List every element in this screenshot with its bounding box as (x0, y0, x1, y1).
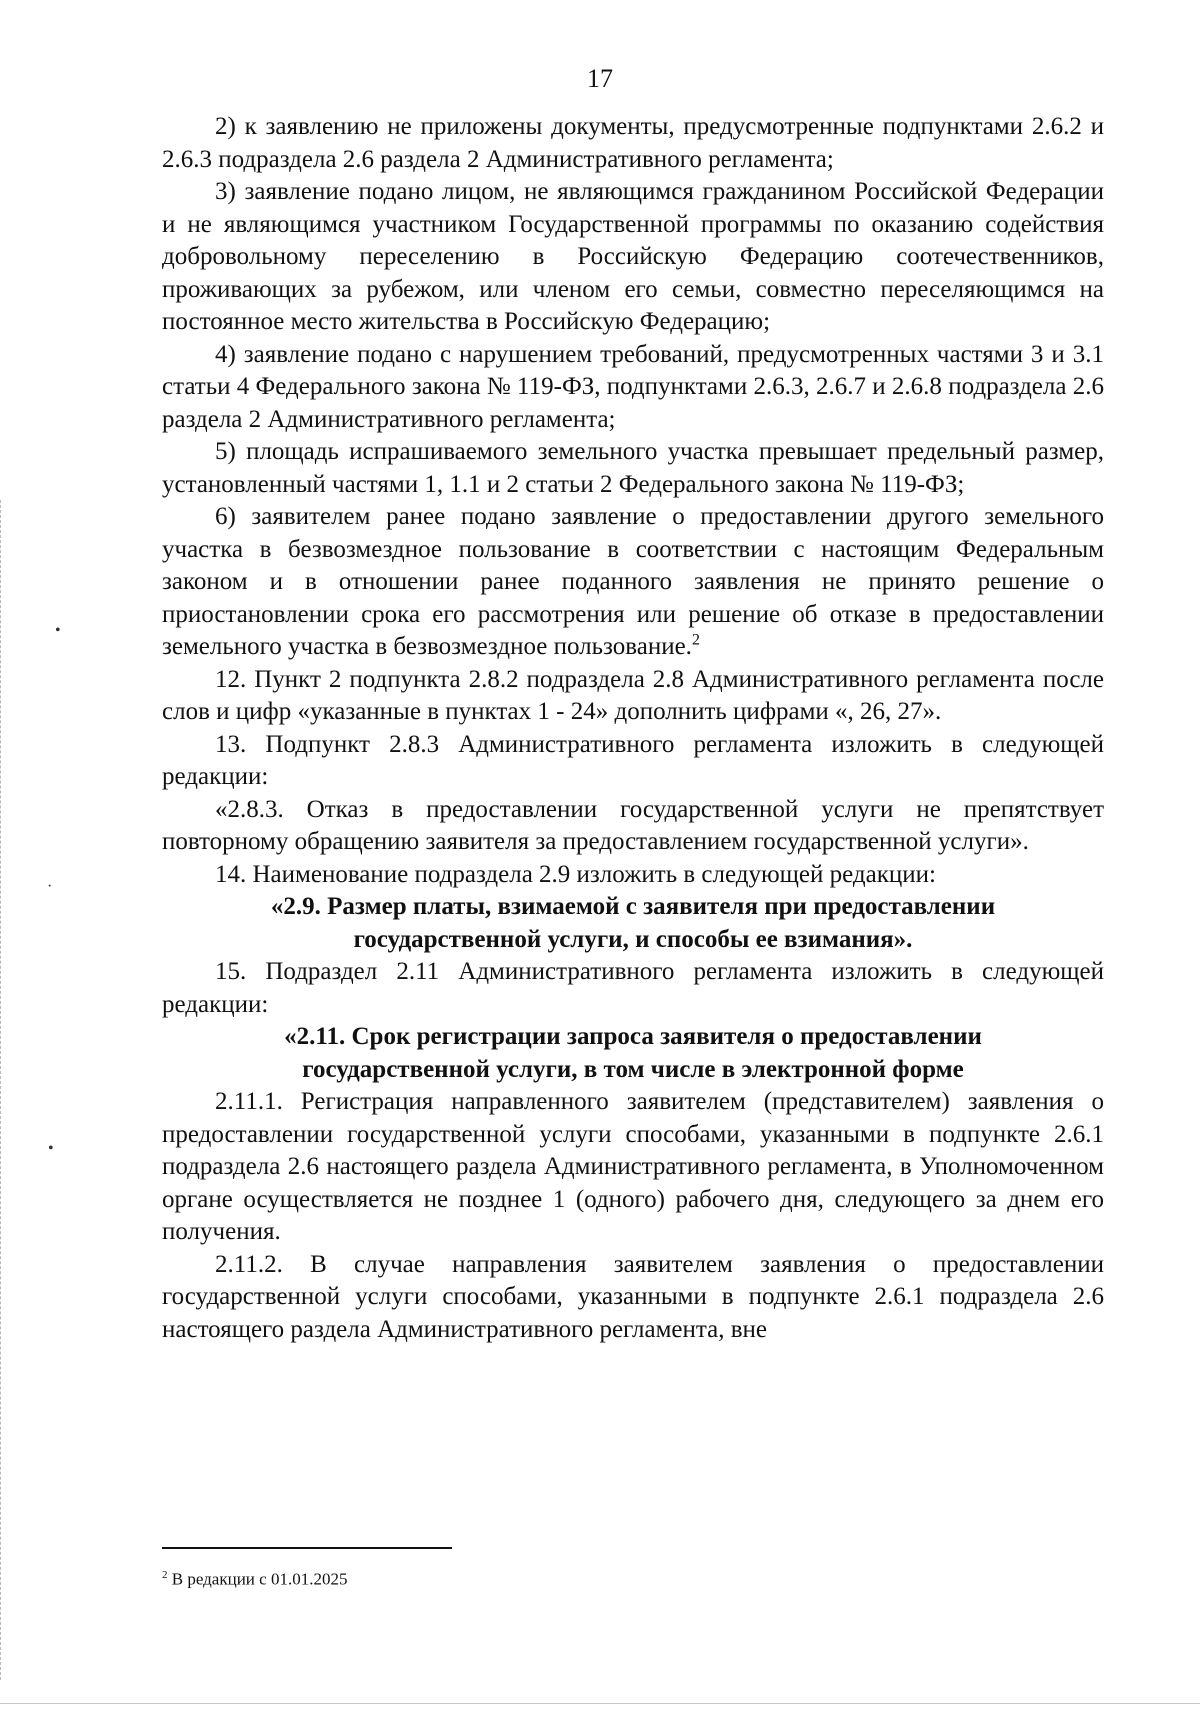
paragraph-text: 5) площадь испрашиваемого земельного участка превышает предельный размер, установленный частями 1, 1.1 и 2 статьи 2 Федерального закона № 119-ФЗ; (162, 438, 1104, 498)
footnote-separator (162, 1547, 452, 1549)
paragraph-text: 2.11.2. В случае направления заявителем заявления о предоставлении государственной услуги способами, указанными в подпункте 2.6.1 подраздела 2.6 настоящего раздела Административного регламента, вне (162, 1250, 1104, 1343)
scan-speck: · (47, 878, 53, 895)
paragraph-text: 6) заявителем ранее подано заявление о предоставлении другого земельного участка в безвозмездное пользование в соответствии с настоящим Федеральным законом и в отношении ранее поданного заявления не принято решение о приостановлении срока его рассмотрения или решение об отказе в предоставлении земельного участка в безвозмездное пользование. (162, 503, 1104, 660)
scan-speck: • (55, 622, 61, 639)
section-heading (162, 1021, 1104, 1086)
paragraph-text: 2.11.1. Регистрация направленного заявителем (представителем) заявления о предоставлении государственной услуги способами, указанными в подпункте 2.6.1 подраздела 2.6 настоящего раздела Административного регламента, в Уполномоченном органе осуществляется не позднее 1 (одного) рабочего дня, следующего за днем его получения. (162, 1088, 1104, 1245)
paragraph (162, 794, 1104, 859)
paragraph (162, 339, 1104, 437)
document-body (162, 111, 1104, 1346)
paragraph-text: 3) заявление подано лицом, не являющимся гражданином Российской Федерации и не являющимся участником Государственной программы по оказанию содействия добровольному переселению в Российскую Федерацию соотечественников, проживающих за рубежом, или членом его семьи, совместно переселяющимся на постоянное место жительства в Российскую Федерацию; (162, 178, 1104, 335)
scan-speck: • (48, 1140, 54, 1157)
footnote (162, 1565, 347, 1590)
paragraph (162, 436, 1104, 501)
paragraph (162, 664, 1104, 729)
paragraph (162, 176, 1104, 339)
footnote-text: В редакции с 01.01.2025 (171, 1569, 348, 1589)
paragraph-text: «2.9. Размер платы, взимаемой с заявителя при предоставлении государственной услуги, и способы ее взимания». (270, 893, 996, 953)
scan-bottom-edge (0, 1703, 1200, 1704)
paragraph-text: 13. Подпункт 2.8.3 Административного регламента изложить в следующей редакции: (162, 730, 1104, 790)
paragraph (162, 956, 1104, 1021)
paragraph (162, 1249, 1104, 1347)
paragraph-text: «2.8.3. Отказ в предоставлении государственной услуги не препятствует повторному обращению заявителя за предоставлением государственной услуги». (162, 795, 1104, 855)
page-number: 17 (587, 64, 613, 93)
paragraph (162, 501, 1104, 664)
paragraph (162, 729, 1104, 794)
footnote-mark: 2 (162, 1569, 168, 1581)
section-heading (162, 891, 1104, 956)
paragraph-text: 15. Подраздел 2.11 Административного регламента изложить в следующей редакции: (162, 958, 1104, 1018)
paragraph (162, 859, 1104, 892)
scan-edge-artifact (0, 500, 3, 1680)
footnote-reference: 2 (691, 631, 700, 649)
paragraph-text: 14. Наименование подраздела 2.9 изложить в следующей редакции: (215, 860, 936, 888)
paragraph (162, 111, 1104, 176)
paragraph (162, 1086, 1104, 1249)
paragraph-text: 12. Пункт 2 подпункта 2.8.2 подраздела 2.8 Административного регламента после слов и цифр «указанные в пунктах 1 - 24» дополнить цифрами «, 26, 27». (162, 665, 1104, 725)
paragraph-text: 2) к заявлению не приложены документы, предусмотренные подпунктами 2.6.2 и 2.6.3 подраздела 2.6 раздела 2 Административного регламента; (162, 113, 1104, 173)
paragraph-text: 4) заявление подано с нарушением требований, предусмотренных частями 3 и 3.1 статьи 4 Федерального закона № 119-ФЗ, подпунктами 2.6.3, 2.6.7 и 2.6.8 подраздела 2.6 раздела 2 Административного регламента; (162, 340, 1104, 433)
paragraph-text: «2.11. Срок регистрации запроса заявителя о предоставлении государственной услуги, в том числе в электронной форме (284, 1023, 982, 1083)
